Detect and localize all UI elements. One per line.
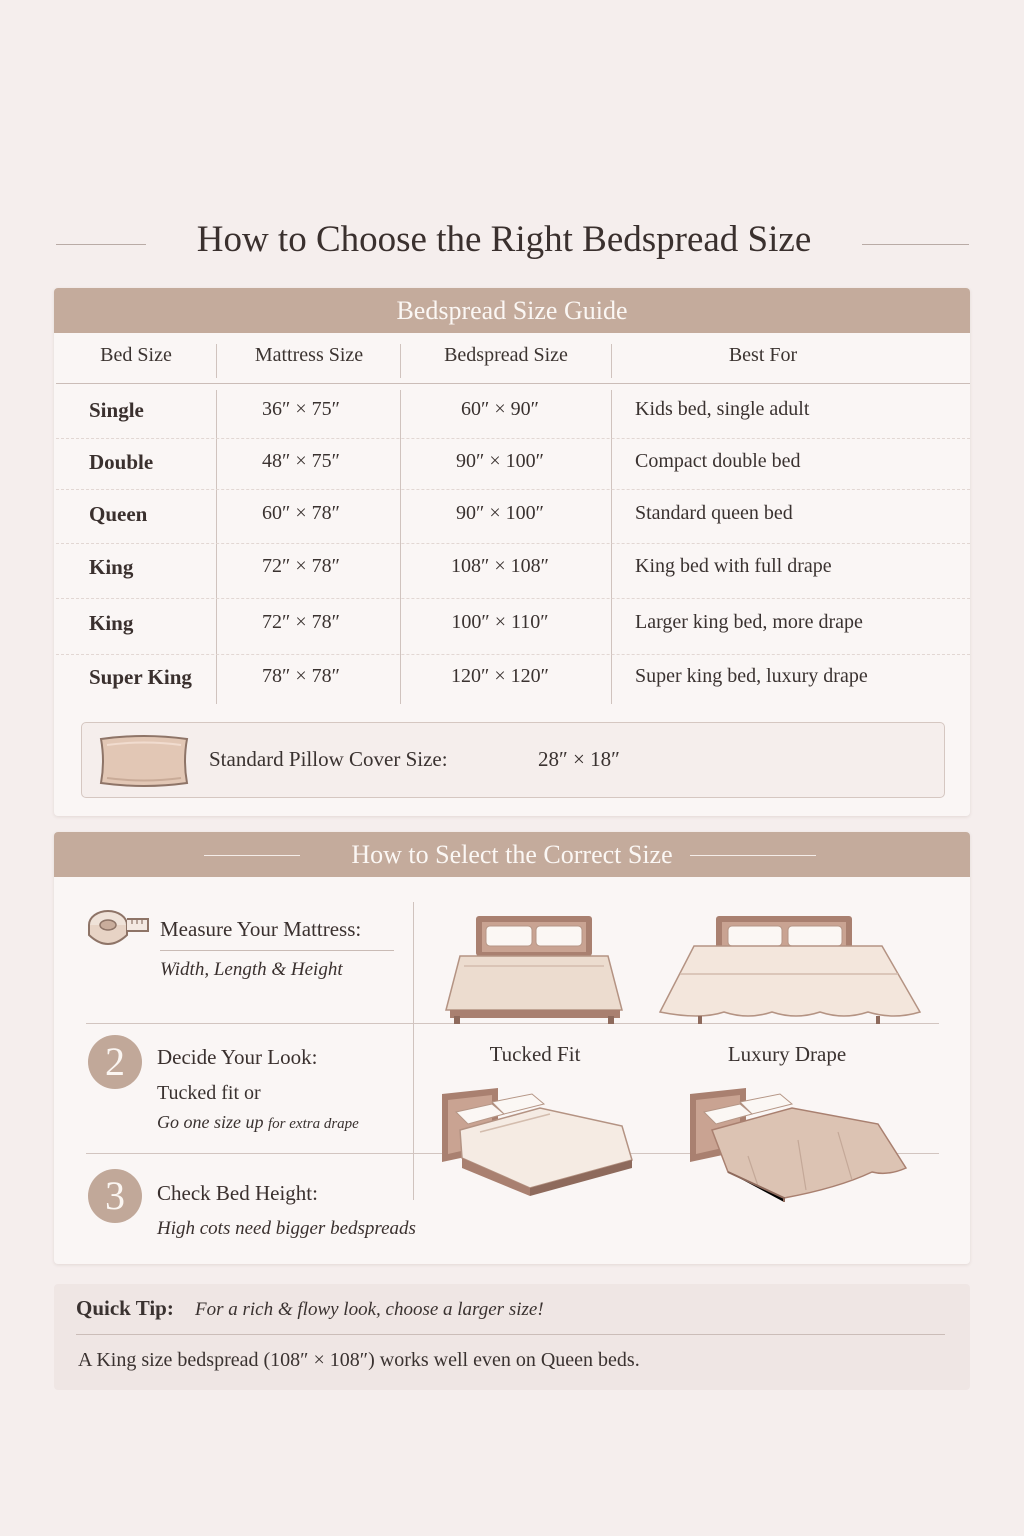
table-cell-bed-size: Single (89, 398, 144, 422)
quick-tip-label: Quick Tip: (76, 1296, 174, 1320)
step1-title: Measure Your Mattress: (160, 917, 362, 941)
table-cell-mattress-size: 72″ × 78″ (262, 555, 340, 577)
table-cell-bed-size: Super King (89, 665, 192, 689)
quick-tip-rule (76, 1334, 945, 1335)
table-cell-bed-size: King (89, 611, 134, 635)
row-divider (56, 489, 970, 490)
table-cell-mattress-size: 48″ × 75″ (262, 450, 340, 472)
table-cell-best-for: Compact double bed (635, 450, 801, 472)
table-cell-mattress-size: 72″ × 78″ (262, 611, 340, 633)
step2-subtitle: Tucked fit or (157, 1082, 261, 1104)
pillow-icon (95, 733, 193, 789)
pillow-cover-value: 28″ × 18″ (538, 747, 620, 771)
table-cell-bedspread-size: 120″ × 120″ (451, 665, 549, 687)
step1-underline (160, 950, 394, 951)
row-divider (56, 598, 970, 599)
column-header-best-for: Best For (728, 344, 798, 366)
title-rule-left (56, 244, 146, 245)
column-header-bedspread-size: Bedspread Size (444, 344, 568, 366)
luxury-drape-label: Luxury Drape (727, 1042, 847, 1066)
step2-hint-small: for extra drape (268, 1116, 359, 1132)
table-cell-bedspread-size: 90″ × 100″ (456, 502, 544, 524)
tucked-fit-bed-side-illustration (440, 1086, 636, 1198)
luxury-drape-bed-front-illustration (654, 912, 924, 1024)
row-divider (56, 654, 970, 655)
luxury-drape-bed-side-illustration (688, 1086, 910, 1202)
header-divider (611, 344, 612, 378)
steps-divider (413, 902, 414, 1200)
header-divider (216, 344, 217, 378)
page-title: How to Choose the Right Bedspread Size (196, 219, 812, 260)
table-cell-bed-size: Double (89, 450, 154, 474)
step2-number-badge: 2 (88, 1035, 142, 1089)
step3-subtitle: High cots need bigger bedspreads (157, 1218, 416, 1239)
table-cell-bedspread-size: 100″ × 110″ (451, 611, 549, 633)
measuring-tape-icon (86, 905, 152, 951)
step3-title: Check Bed Height: (157, 1181, 318, 1205)
heading-rule-left (204, 855, 300, 856)
table-cell-bedspread-size: 90″ × 100″ (456, 450, 544, 472)
quick-tip-body: A King size bedspread (108″ × 108″) works well even on Queen beds. (78, 1349, 640, 1371)
step2-title: Decide Your Look: (157, 1045, 318, 1069)
table-cell-bed-size: King (89, 555, 134, 579)
table-cell-bedspread-size: 108″ × 108″ (451, 555, 549, 577)
step3-number-badge: 3 (88, 1169, 142, 1223)
tucked-fit-bed-front-illustration (440, 912, 630, 1024)
table-cell-bedspread-size: 60″ × 90″ (461, 398, 539, 420)
pillow-cover-label: Standard Pillow Cover Size: (209, 747, 448, 771)
table-cell-best-for: Kids bed, single adult (635, 398, 810, 420)
table-cell-best-for: Super king bed, luxury drape (635, 665, 868, 687)
table-cell-best-for: Larger king bed, more drape (635, 611, 863, 633)
title-rule-right (862, 244, 969, 245)
table-cell-mattress-size: 60″ × 78″ (262, 502, 340, 524)
column-header-bed-size: Bed Size (100, 344, 172, 366)
heading-rule-right (690, 855, 816, 856)
section-rule (86, 1153, 413, 1154)
table-cell-best-for: King bed with full drape (635, 555, 832, 577)
step2-hint-main: Go one size up (157, 1112, 264, 1132)
quick-tip-headline: For a rich & flowy look, choose a larger size! (195, 1299, 544, 1320)
row-divider (56, 438, 970, 439)
table-cell-mattress-size: 78″ × 78″ (262, 665, 340, 687)
select-size-heading: How to Select the Correct Size (54, 832, 970, 877)
column-header-mattress-size: Mattress Size (254, 344, 364, 366)
step1-subtitle: Width, Length & Height (160, 959, 343, 980)
header-divider (400, 344, 401, 378)
header-rule (56, 383, 970, 384)
table-cell-mattress-size: 36″ × 75″ (262, 398, 340, 420)
table-cell-bed-size: Queen (89, 502, 148, 526)
tucked-fit-label: Tucked Fit (489, 1042, 581, 1066)
step2-hint (157, 1112, 359, 1133)
row-divider (56, 543, 970, 544)
size-guide-heading: Bedspread Size Guide (54, 288, 970, 333)
table-cell-best-for: Standard queen bed (635, 502, 793, 524)
